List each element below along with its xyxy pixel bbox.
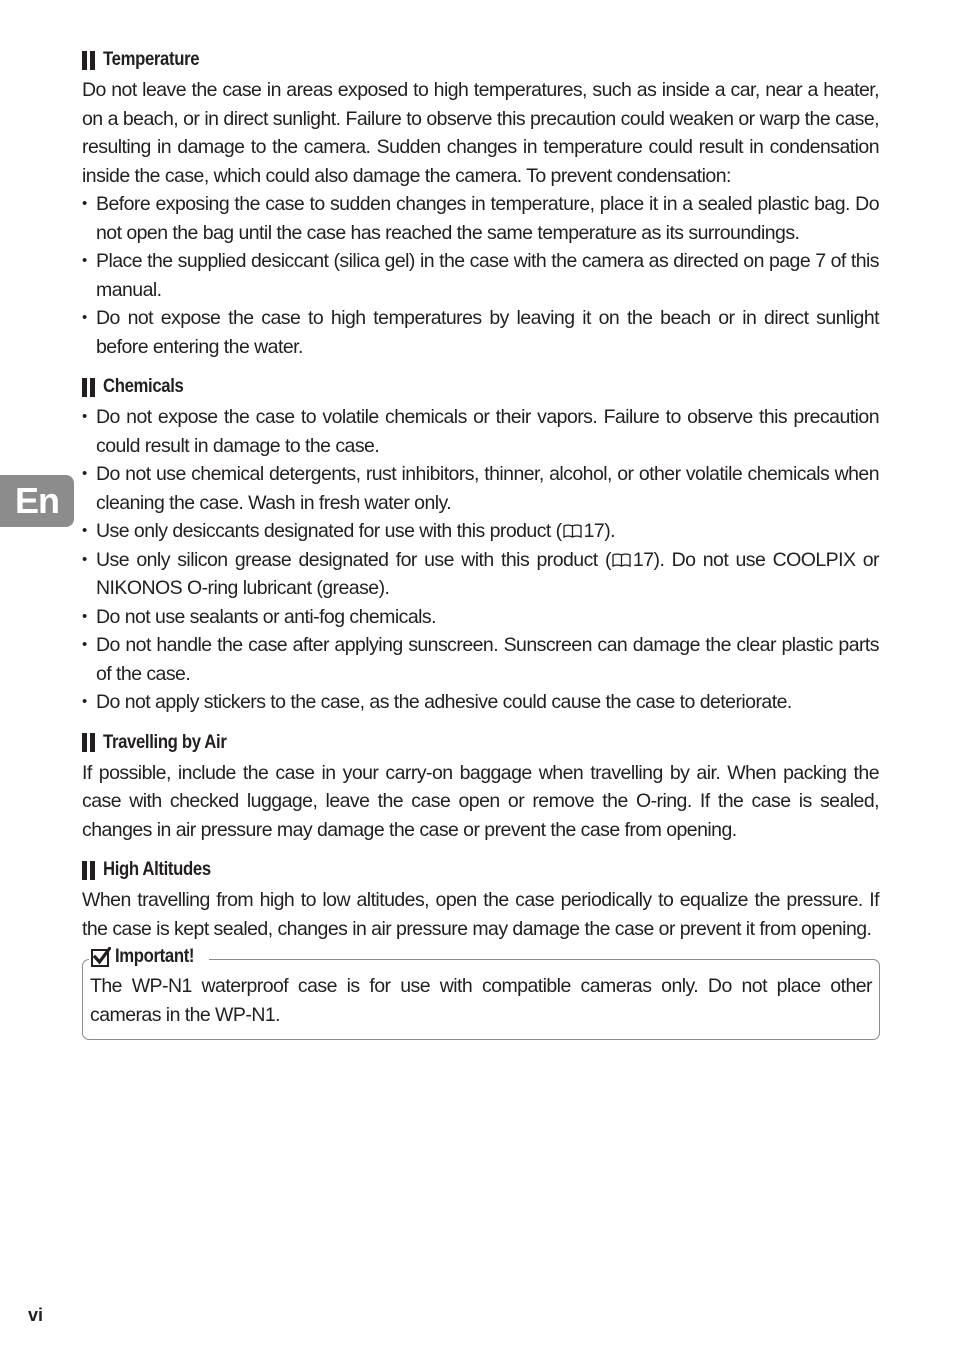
section-title: High Altitudes [103,859,211,880]
section-travelling-by-air [82,729,879,845]
list-item: • Do not apply stickers to the case, as the adhesive could cause the case to deteriorate. [82,688,879,717]
important-notice [82,946,880,1040]
list-item: • Before exposing the case to sudden changes in temperature, place it in a sealed plastic bag. Do not open the bag until the case has reached the same temperature as its surroundings. [82,190,879,247]
section-paragraph: If possible, include the case in your carry-on baggage when travelling by air. When packing the case with checked luggage, leave the case open or remove the O-ring. If the case is sealed, changes in air pressure may damage the case or prevent the case from opening. [82,761,879,841]
section-paragraph: When travelling from high to low altitudes, open the case periodically to equalize the pressure. If the case is kept sealed, changes in air pressure may damage the case or prevent it from opening. [82,889,879,940]
section-heading [82,373,879,401]
book-icon [563,524,582,538]
important-heading [89,943,209,971]
section-marker-icon [82,733,95,752]
page-number: vi [28,1305,44,1325]
book-icon [612,553,631,567]
list-item: • Do not expose the case to high temperatures by leaving it on the beach or in direct sunlight before entering the water. [82,304,879,361]
list-item-text: Use only silicon grease designated for use with this product ( [96,548,611,571]
page-reference[interactable]: 17 [632,548,654,571]
section-title: Travelling by Air [103,731,227,753]
section-heading [82,729,879,757]
section-high-altitudes [82,856,879,943]
checkbox-icon [91,947,111,967]
section-heading [82,856,879,884]
section-marker-icon [82,861,95,880]
list-item: • Place the supplied desiccant (silica gel) in the case with the camera as directed on page 7 of this manual. [82,247,879,304]
list-item: • Do not expose the case to volatile chemicals or their vapors. Failure to observe this precaution could result in damage to the case. [82,403,879,460]
list-item-text: Use only desiccants designated for use with this product ( [96,520,562,542]
section-marker-icon [82,378,95,397]
important-title: Important! [115,946,195,967]
section-chemicals [82,373,879,717]
bullet-list [82,190,879,361]
bullet-list [82,403,879,717]
list-item: • Do not use sealants or anti-fog chemicals. [82,603,879,632]
section-title: Temperature [103,49,200,70]
section-temperature [82,46,879,361]
important-body: The WP-N1 waterproof case is for use with compatible cameras only. Do not place other cameras in the WP-N1. [90,975,872,1026]
list-item-text: ). Do not use COOLPIX or NIKONOS O-ring lubricant (grease). [96,548,879,599]
section-paragraph: Do not leave the case in areas exposed to high temperatures, such as inside a car, near a heater, on a beach, or in direct sunlight. Failure to observe this precaution could weaken or warp the case, resulting in damage to the camera. Sudden changes in temperature could result in condensation inside the case, which could also damage the camera. To prevent condensation: [82,79,879,187]
list-item-text: ). [604,520,616,542]
section-marker-icon [82,51,95,70]
list-item: • Do not use chemical detergents, rust inhibitors, thinner, alcohol, or other volatile chemicals when cleaning the case. Wash in fresh water only. [82,460,879,517]
section-title: Chemicals [103,376,184,397]
list-item [82,546,879,603]
language-tab-label: En [14,480,59,521]
list-item [82,517,879,546]
page-reference[interactable]: 17 [583,520,605,542]
language-tab [0,475,74,527]
list-item: • Do not handle the case after applying sunscreen. Sunscreen can damage the clear plastic parts of the case. [82,631,879,688]
page-content [82,46,879,1040]
section-heading [82,46,879,74]
